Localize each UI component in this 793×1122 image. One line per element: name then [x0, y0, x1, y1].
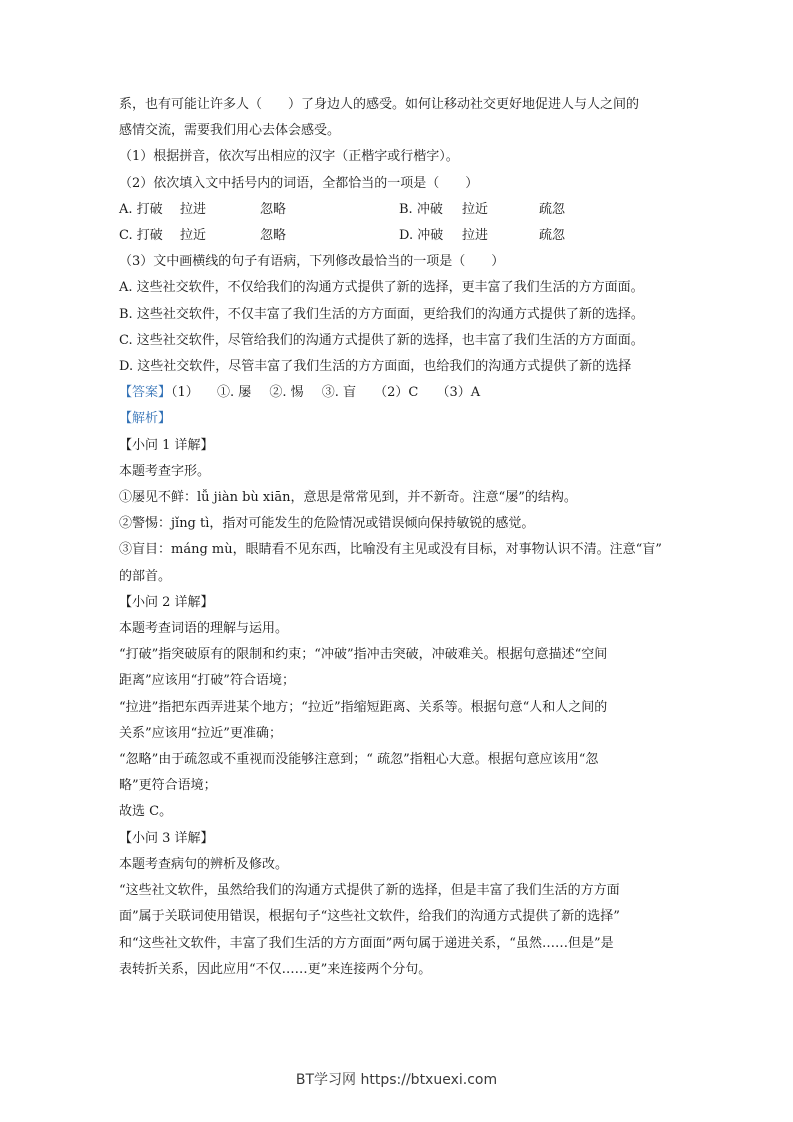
sub1-p3: ③盲目：máng mù，眼睛看不见东西，比喻没有主见或没有目标，对事物认识不清。注意“盲” — [119, 542, 662, 558]
analysis-label: 【解析】 — [119, 411, 172, 427]
answer-part: ②. 惕 — [269, 385, 304, 401]
sub3-p1: “这些社文软件，虽然给我们的沟通方式提供了新的选择，但是丰富了我们生活的方方面 — [119, 883, 620, 899]
answer-part: （3）A — [436, 385, 481, 401]
option-d-word2: 拉进 — [462, 228, 489, 244]
sub2-end: 故选 C。 — [119, 804, 173, 820]
sub2-title: 【小问 2 详解】 — [119, 594, 214, 610]
sub2-intro: 本题考查词语的理解与运用。 — [119, 621, 289, 637]
sub3-p4: 表转折关系，因此应用“不仅……更”来连接两个分句。 — [119, 961, 432, 977]
sub2-p3-cont: 略”更符合语境； — [119, 778, 217, 794]
answer-part: ③. 盲 — [321, 385, 357, 401]
option-d-word1: D. 冲破 — [399, 228, 444, 244]
options-row-ab — [119, 197, 679, 223]
sub3-intro: 本题考查病句的辨析及修改。 — [119, 856, 289, 872]
option-b-word2: 拉近 — [462, 201, 489, 217]
answer-part: （1） — [171, 385, 199, 401]
sub1-intro: 本题考查字形。 — [119, 463, 211, 479]
option-3c: C. 这些社交软件，尽管给我们的沟通方式提供了新的选择，也丰富了我们生活的方方面面。 — [119, 332, 644, 348]
question-2: （2）依次填入文中括号内的词语，全都恰当的一项是（ ） — [119, 175, 479, 191]
option-3d: D. 这些社交软件，尽管丰富了我们生活的方方面面，也给我们的沟通方式提供了新的选择 — [119, 359, 632, 375]
option-3b: B. 这些社交软件，不仅丰富了我们生活的方方面面，更给我们的沟通方式提供了新的选择。 — [119, 306, 644, 322]
sub2-p1-cont: 距离”应该用“打破”符合语境； — [119, 673, 295, 689]
option-c-word1: C. 打破 — [119, 228, 163, 244]
option-b-word1: B. 冲破 — [399, 201, 443, 217]
sub1-p2: ②警惕：jǐng tì，指对可能发生的危险情况或错误倾向保持敏锐的感觉。 — [119, 516, 535, 532]
option-a-word1: A. 打破 — [119, 201, 163, 217]
document-body — [119, 92, 679, 983]
question-3: （3）文中画横线的句子有语病，下列修改最恰当的一项是（ ） — [119, 254, 505, 270]
option-c-word2: 拉近 — [180, 228, 207, 244]
option-a-word3: 忽略 — [260, 201, 287, 217]
options-row-cd — [119, 223, 679, 249]
footer-watermark: BT学习网 https://btxuexi.com — [295, 1072, 498, 1088]
option-b-word3: 疏忽 — [539, 201, 566, 217]
answer-line — [119, 380, 679, 406]
passage-line: 系，也有可能让许多人（ ）了身边人的感受。如何让移动社交更好地促进人与人之间的 — [119, 97, 640, 112]
sub2-p1: “打破”指突破原有的限制和约束；“冲破”指冲击突破，冲破难关。根据句意描述“空间 — [119, 647, 608, 663]
sub2-p2-cont: 关系”应该用“拉近”更准确； — [119, 725, 282, 741]
question-1: （1）根据拼音，依次写出相应的汉字（正楷字或行楷字）。 — [119, 149, 459, 165]
passage-line: 感情交流，需要我们用心去体会感受。 — [119, 123, 341, 139]
answer-label: 【答案】 — [119, 385, 172, 401]
sub3-p3: 和“这些社文软件，丰富了我们生活的方方面面”两句属于递进关系，“虽然……但是”是 — [119, 935, 614, 951]
sub1-p1: ①屡见不鲜：lǚ jiàn bù xiān，意思是常常见到，并不新奇。注意“屡”的结构。 — [119, 490, 577, 506]
sub2-p3: “忽略”由于疏忽或不重视而没能够注意到；“ 疏忽”指粗心大意。根据句意应该用“忽 — [119, 752, 599, 768]
option-a-word2: 拉进 — [180, 201, 207, 217]
answer-part: （2）C — [374, 385, 419, 401]
option-c-word3: 忽略 — [260, 228, 287, 244]
sub1-p3-cont: 的部首。 — [119, 568, 172, 584]
answer-part: ①. 屡 — [216, 385, 252, 401]
sub3-p2: 面”属于关联词使用错误，根据句子“这些社文软件，给我们的沟通方式提供了新的选择” — [119, 909, 620, 925]
option-3a: A. 这些社交软件，不仅给我们的沟通方式提供了新的选择，更丰富了我们生活的方方面面。 — [119, 280, 644, 296]
sub1-title: 【小问 1 详解】 — [119, 437, 214, 453]
option-d-word3: 疏忽 — [539, 228, 566, 244]
sub2-p2: “拉进”指把东西弄进某个地方；“拉近”指缩短距离、关系等。根据句意“人和人之间的 — [119, 699, 608, 715]
sub3-title: 【小问 3 详解】 — [119, 830, 214, 846]
